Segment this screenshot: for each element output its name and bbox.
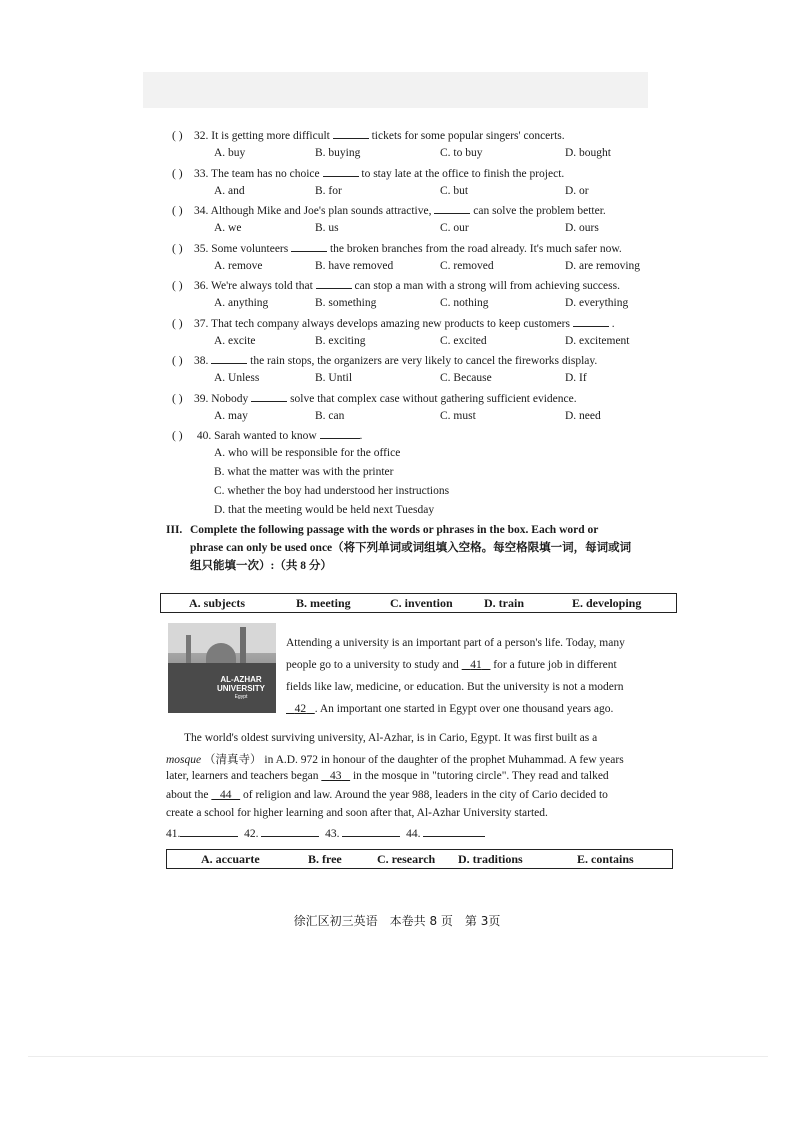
answer-field-43[interactable] [342,826,400,837]
instruction-line-3: 组只能填一次）:（共 8 分） [190,560,332,572]
question-text: That tech company always develops amazing new products to keep customers [211,318,570,330]
passage-line: Attending a university is an important part of a person's life. Today, many [286,637,625,649]
q33-option-d[interactable]: D. or [565,185,589,197]
question-40 [172,428,692,442]
question-text: We're always told that [211,280,313,292]
passage-line: mosque （清真寺） in A.D. 972 in honour of the daughter of the prophet Muhammad. A few years [166,754,624,766]
q38-option-b[interactable]: B. Until [315,372,353,384]
blank-42[interactable]: 42 [294,703,307,715]
answer-lines: 41. 42. 43. 44. [166,826,485,840]
question-text-end: the rain stops, the organizers are very likely to cancel the fireworks display. [250,355,598,367]
bottom-rule [28,1056,768,1057]
q32-option-d[interactable]: D. bought [565,147,611,159]
q34-option-b[interactable]: B. us [315,222,339,234]
blank-41[interactable]: 41 [470,659,482,671]
blank[interactable] [316,278,352,289]
q38-option-a[interactable]: A. Unless [214,372,260,384]
q35-option-a[interactable]: A. remove [214,260,263,272]
q40-option-a[interactable]: A. who will be responsible for the office [214,447,401,459]
photo-caption: AL-AZHAR UNIVERSITY Egypt [216,675,265,700]
q37-option-b[interactable]: B. exciting [315,335,366,347]
question-36 [172,278,692,292]
q33-option-a[interactable]: A. and [214,185,245,197]
q33-option-c[interactable]: C. but [440,185,469,197]
q38-option-c[interactable]: C. Because [440,372,492,384]
question-number: 38. [194,355,209,367]
question-text-end: tickets for some popular singers' concerts. [371,130,565,142]
question-text-end: . [359,430,363,442]
question-text-end: can solve the problem better. [473,205,606,217]
q32-option-b[interactable]: B. buying [315,147,361,159]
answer-paren[interactable]: ( ) [172,430,183,442]
answer-paren[interactable]: ( ) [172,318,183,330]
q33-option-b[interactable]: B. for [315,185,342,197]
q40-option-d[interactable]: D. that the meeting would be held next Tuesday [214,504,435,516]
blank[interactable] [211,353,247,364]
q39-option-d[interactable]: D. need [565,410,601,422]
blank[interactable] [333,128,369,139]
passage-line: fields like law, medicine, or education. But the university is not a modern [286,681,624,693]
question-number: 32. [194,130,209,142]
q35-option-d[interactable]: D. are removing [565,260,641,272]
question-text: It is getting more difficult [211,130,330,142]
question-number: 39. [194,393,209,405]
answer-field-41[interactable] [180,826,238,837]
word-option: A. subjects [189,595,245,610]
question-number: 35. [194,243,209,255]
question-text: Nobody [211,393,249,405]
q35-option-c[interactable]: C. removed [440,260,494,272]
word-box-2 [166,849,673,869]
question-text-end: solve that complex case without gathering sufficient evidence. [290,393,577,405]
word-box-1 [160,593,677,613]
blank[interactable] [434,203,470,214]
q40-option-b[interactable]: B. what the matter was with the printer [214,466,394,478]
footer-page-number: 第 3页 [464,914,501,928]
question-text-end: . [611,318,615,330]
question-text: Some volunteers [211,243,289,255]
question-39 [172,391,692,405]
q36-option-b[interactable]: B. something [315,297,377,309]
blank-44[interactable]: 44 [219,789,232,801]
question-text-end: can stop a man with a strong will from achieving success. [354,280,620,292]
question-number: 36. [194,280,209,292]
question-33 [172,166,692,180]
blank[interactable] [320,428,360,439]
q36-option-a[interactable]: A. anything [214,297,269,309]
section-number: III. [166,524,183,536]
blank[interactable] [251,391,287,402]
q35-option-b[interactable]: B. have removed [315,260,394,272]
q38-option-d[interactable]: D. If [565,372,587,384]
q39-option-a[interactable]: A. may [214,410,248,422]
section-3-instructions [166,521,674,575]
question-35 [172,241,692,255]
passage-line: about the 44 of religion and law. Around the year 988, leaders in the city of Cario decided to [166,789,608,801]
passage-line: later, learners and teachers began 43 in the mosque in "tutoring circle". They read and talked [166,770,609,782]
question-text-end: to stay late at the office to finish the project. [361,168,565,180]
word-option: B. meeting [296,595,351,610]
blank[interactable] [573,316,609,327]
q39-option-b[interactable]: B. can [315,410,345,422]
answer-field-42[interactable] [261,826,319,837]
word-option: C. research [377,851,436,866]
question-text: Sarah wanted to know [214,430,317,442]
q32-option-a[interactable]: A. buy [214,147,246,159]
passage-line: 42 . An important one started in Egypt over one thousand years ago. [286,703,613,715]
header-band [143,72,648,108]
answer-paren[interactable]: ( ) [172,205,183,217]
q37-option-d[interactable]: D. excitement [565,335,630,347]
page-footer [0,912,794,929]
answer-field-44[interactable] [423,826,485,837]
answer-paren[interactable]: ( ) [172,130,183,142]
passage-line: people go to a university to study and 41 for a future job in different [286,659,617,671]
q32-option-c[interactable]: C. to buy [440,147,483,159]
word-option: E. contains [577,851,634,866]
q37-option-a[interactable]: A. excite [214,335,256,347]
answer-paren[interactable]: ( ) [172,168,183,180]
question-number: 37. [194,318,209,330]
answer-paren[interactable]: ( ) [172,393,183,405]
q40-option-c[interactable]: C. whether the boy had understood her instructions [214,485,450,497]
q34-option-a[interactable]: A. we [214,222,242,234]
q36-option-c[interactable]: C. nothing [440,297,489,309]
passage-line: create a school for higher learning and soon after that, Al-Azhar University started. [166,807,548,819]
word-option: A. accuarte [201,851,260,866]
question-number: 34. [194,205,209,217]
q34-option-c[interactable]: C. our [440,222,469,234]
question-34 [172,203,692,217]
word-option: D. train [484,595,524,610]
instruction-line-2: phrase can only be used once（将下列单词或词组填入空格。每空格限填一词，每词或词 [190,542,632,554]
word-option: C. invention [390,595,453,610]
question-38 [172,353,692,367]
q34-option-d[interactable]: D. ours [565,222,599,234]
q39-option-c[interactable]: C. must [440,410,476,422]
footer-total-pages: 本卷共 8 页 [389,914,453,928]
question-text: Although Mike and Joe's plan sounds attractive, [210,205,432,217]
instruction-line-1: Complete the following passage with the words or phrases in the box. Each word or [190,524,599,536]
question-number: 40. [196,430,212,442]
footer-district: 徐汇区初三英语 [293,914,378,928]
blank[interactable] [323,166,359,177]
word-option: D. traditions [458,851,523,866]
q36-option-d[interactable]: D. everything [565,297,629,309]
answer-paren[interactable]: ( ) [172,355,183,367]
question-37 [172,316,692,330]
question-text-end: the broken branches from the road already. It's much safer now. [329,243,622,255]
al-azhar-photo [168,623,276,713]
q37-option-c[interactable]: C. excited [440,335,487,347]
question-32 [172,128,692,142]
question-number: 33. [194,168,209,180]
word-option: B. free [308,851,342,866]
blank[interactable] [291,241,327,252]
answer-paren[interactable]: ( ) [172,243,183,255]
blank-43[interactable]: 43 [329,770,342,782]
word-option: E. developing [572,595,642,610]
question-text: The team has no choice [211,168,320,180]
passage-line: The world's oldest surviving university, Al-Azhar, is in Cario, Egypt. It was first built as a [184,732,598,744]
answer-paren[interactable]: ( ) [172,280,183,292]
